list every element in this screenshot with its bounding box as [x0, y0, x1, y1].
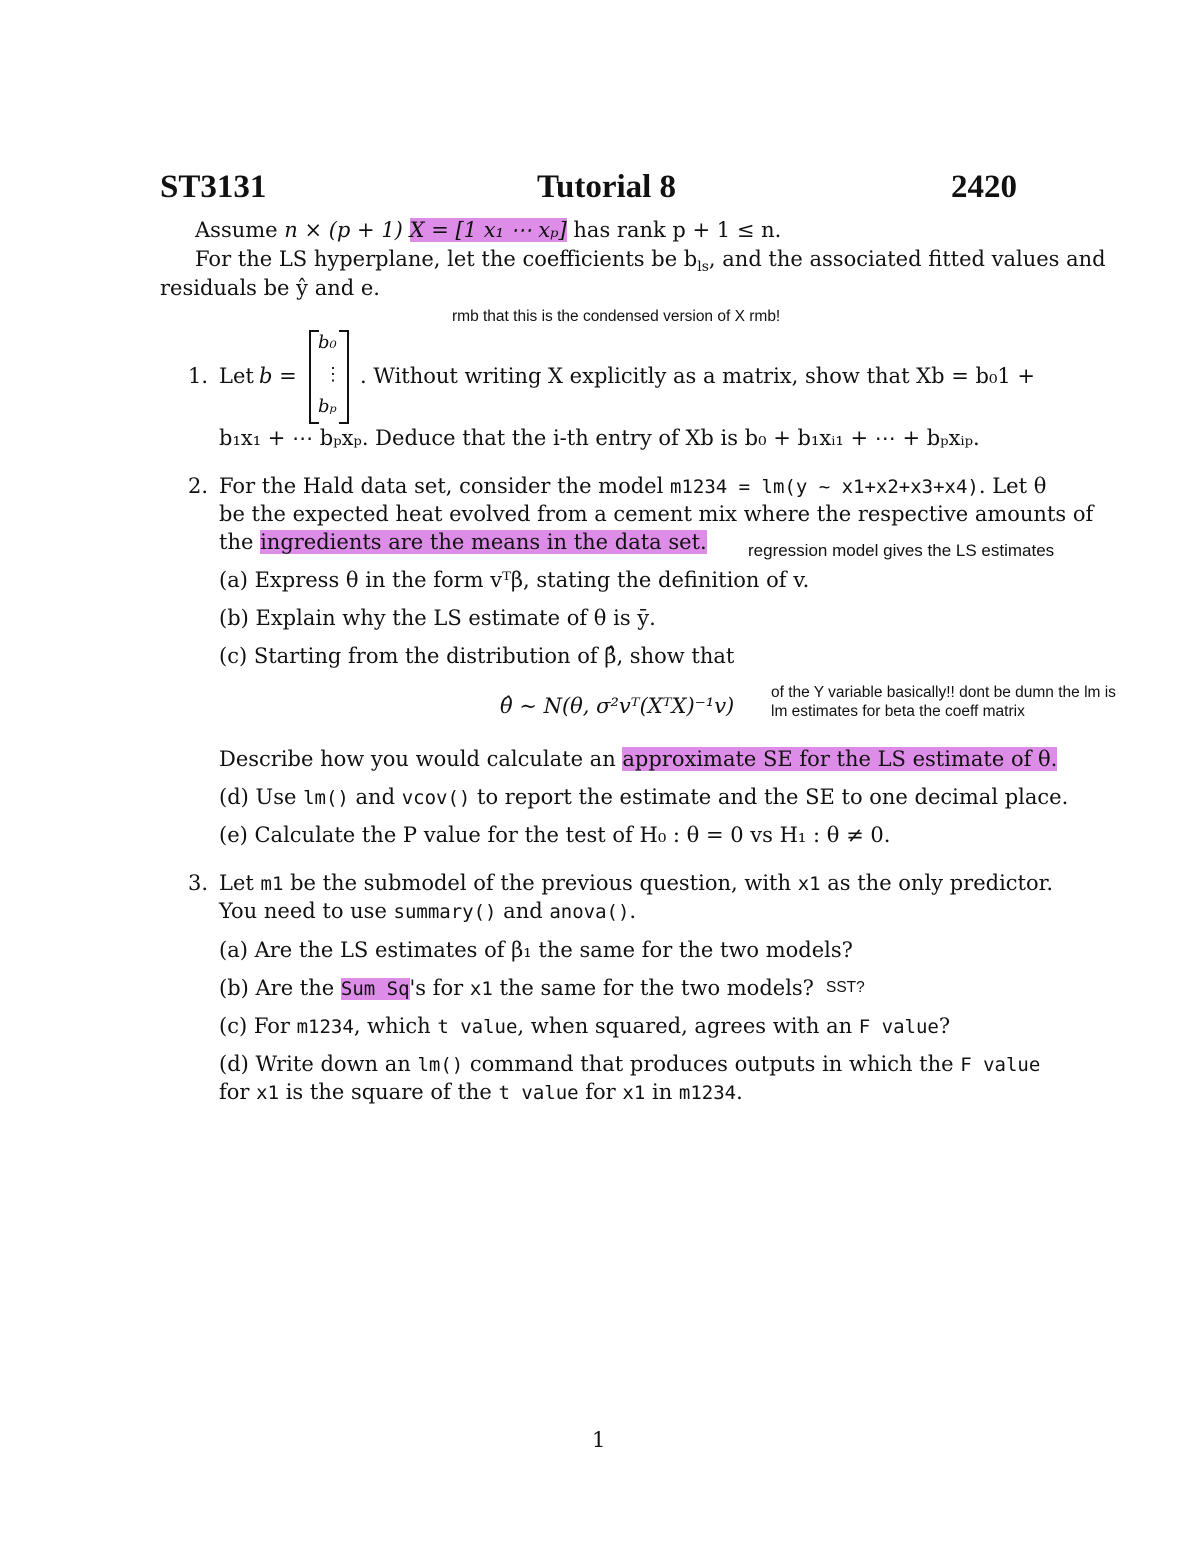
highlight-approx-se: approximate SE for the LS estimate of θ.	[622, 747, 1058, 771]
q2-part-a: (a) Express θ in the form vᵀβ, stating the definition of v.	[219, 568, 810, 592]
q3-part-c: (c) For m1234, which t value, when squared, agrees with an F value?	[219, 1014, 951, 1038]
annotation-lm-estimates: lm estimates for beta the coeff matrix	[771, 703, 1025, 720]
intro-ls-line: For the LS hyperplane, let the coefficients be $b_{ls}$, and the associated fitted values and	[195, 247, 1106, 275]
q3-number: 3.	[188, 871, 209, 895]
q1-let: Let	[219, 364, 254, 388]
q3-part-b: (b) Are the Sum Sq's for x1 the same for the two models?	[219, 976, 814, 1000]
page-number: 1	[592, 1428, 606, 1452]
annotation-regression: regression model gives the LS estimates	[748, 541, 1055, 560]
q1-text-line2: b₁x₁ + ⋯ bₚxₚ. Deduce that the i-th entry of Xb is b₀ + b₁xᵢ₁ + ⋯ + bₚxᵢₚ.	[219, 426, 980, 450]
intro-assume: Assume n × (p + 1) X = [1 x₁ ⋯ xₚ] has rank p + 1 ≤ n.	[195, 218, 782, 242]
q3-line2: You need to use summary() and anova().	[219, 899, 637, 923]
vector-entry-top: b₀	[318, 332, 337, 353]
annotation-rmb: rmb that this is the condensed version of X rmb!	[452, 308, 781, 325]
q2-formula: θ̂ ∼ N(θ, σ²vᵀ(XᵀX)⁻¹v)	[500, 694, 735, 718]
highlight-sum-sq: Sum Sq	[340, 978, 410, 1000]
q2-part-d: (d) Use lm() and vcov() to report the estimate and the SE to one decimal place.	[219, 785, 1069, 809]
q1-number: 1.	[188, 364, 209, 388]
highlight-ingredients: ingredients are the means in the data set.	[260, 530, 707, 554]
q2-line3: the ingredients are the means in the data set.	[219, 530, 707, 554]
q2-part-b: (b) Explain why the LS estimate of θ is ȳ.	[219, 606, 656, 630]
doc-code: 2420	[951, 169, 1017, 205]
course-code: ST3131	[160, 169, 267, 205]
q2-describe: Describe how you would calculate an approximate SE for the LS estimate of θ.	[219, 747, 1058, 771]
q1-text-line1: . Without writing X explicitly as a matrix, show that Xb = b₀1 +	[360, 364, 1036, 388]
vector-entry-dots: ⋮	[324, 364, 342, 385]
q3-part-d-line1: (d) Write down an lm() command that produces outputs in which the F value	[219, 1052, 1041, 1076]
annotation-y-variable: of the Y variable basically!! dont be dumn the lm is	[771, 684, 1116, 701]
q1-b-eq: b =	[259, 364, 297, 388]
intro-residuals-line: residuals be ŷ and e.	[160, 276, 380, 300]
annotation-sst: SST?	[826, 979, 865, 996]
q3-part-a: (a) Are the LS estimates of β₁ the same for the two models?	[219, 938, 853, 962]
q2-line1: For the Hald data set, consider the model m1234 = lm(y ~ x1+x2+x3+x4). Let θ	[219, 474, 1047, 498]
page-title: Tutorial 8	[537, 169, 677, 205]
q2-line2: be the expected heat evolved from a cement mix where the respective amounts of	[219, 502, 1094, 526]
highlight-matrix: X = [1 x₁ ⋯ xₚ]	[409, 218, 567, 242]
q2-number: 2.	[188, 474, 209, 498]
q2-part-c: (c) Starting from the distribution of β̂, show that	[219, 644, 735, 668]
q3-line1: Let m1 be the submodel of the previous question, with x1 as the only predictor.	[219, 871, 1054, 895]
q3-part-d-line2: for x1 is the square of the t value for x1 in m1234.	[219, 1080, 743, 1104]
vector-entry-bottom: bₚ	[318, 396, 337, 417]
q2-part-e: (e) Calculate the P value for the test of H₀ : θ = 0 vs H₁ : θ ≠ 0.	[219, 823, 891, 847]
